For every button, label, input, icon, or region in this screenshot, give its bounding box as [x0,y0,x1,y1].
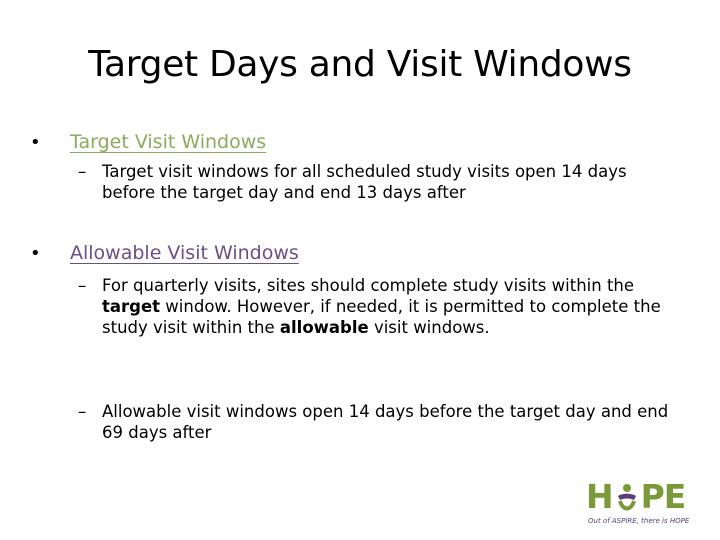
subitem-text-part: visit windows. [368,318,490,337]
dash-marker: – [78,402,87,421]
bullet-target-visit-windows [30,131,266,153]
subitem-quarterly-visits [78,275,678,338]
subitem-text [78,161,678,203]
bold-term-target: target [102,297,161,316]
subitem-text [78,401,678,443]
bold-term-allowable: allowable [279,318,369,337]
subitem-text-part: Allowable visit windows open 14 days before the target day and end 69 days after [102,402,669,442]
subitem-text [78,275,678,338]
hope-o-figure-icon [614,482,640,512]
hope-o-figure-svg [614,482,640,512]
logo-letter-h: H [586,477,613,516]
hope-logo-wordmark [586,477,686,516]
bullet-marker: • [30,132,41,153]
subitem-allowable-window-description [78,401,678,443]
slide-title: Target Days and Visit Windows [88,44,632,85]
subitem-text-part: For quarterly visits, sites should complete study visits within the [102,276,635,295]
dash-marker: – [78,162,87,181]
subitem-target-window-description [78,161,678,203]
logo-letters-pe: PE [640,477,686,516]
dash-marker: – [78,276,87,295]
subitem-text-part: Target visit windows for all scheduled study visits open 14 days before the target day and end 13 days after [102,162,627,202]
logo-tagline: Out of ASPIRE, there is HOPE [588,517,690,525]
hope-logo [586,477,706,530]
bullet-link-allowable-visit-windows[interactable]: Allowable Visit Windows [70,242,299,264]
bullet-link-target-visit-windows[interactable]: Target Visit Windows [70,131,267,153]
subitem-text-part: window. However, if needed, it is permitted to complete the study visit within the [102,297,661,337]
bullet-allowable-visit-windows [30,242,299,264]
bullet-marker: • [30,243,41,264]
